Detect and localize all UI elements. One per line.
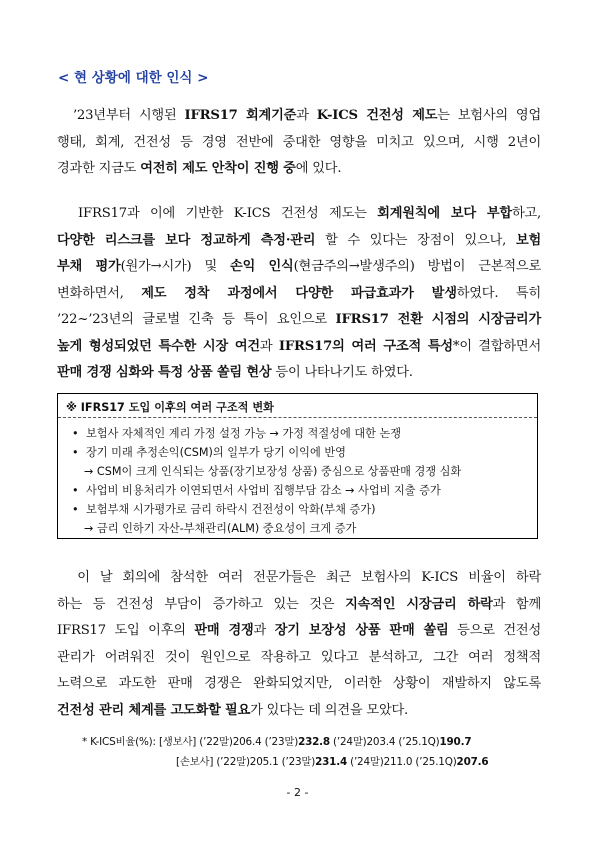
bullet-icon: • [72,446,79,459]
list-item-continuation: → 금리 인하기 자산-부채관리(ALM) 중요성이 크게 증가 [84,522,357,535]
list-item-continuation: → CSM이 크게 인식되는 상품(장기보장성 상품) 중심으로 상품판매 경쟁 심화 [84,465,462,478]
paragraph-line: 높게 형성되었던 특수한 시장 여건과 IFRS17의 여러 구조적 특성*이 결합하면서 [57,338,541,354]
paragraph-line: 관리가 어려워진 것이 원인으로 작용하고 있다고 분석하고, 그간 여러 정책적 [57,649,541,665]
box-list [72,424,529,538]
paragraph-intro [57,103,541,183]
list-item: • 보험부채 시가평가로 금리 하락시 건전성이 악화(부채 증가) [72,500,529,519]
bullet-icon: • [72,427,79,440]
box-title: ※ IFRS17 도입 이후의 여러 구조적 변화 [66,401,274,414]
paragraph-line: ’23년부터 시행된 IFRS17 회계기준과 K-ICS 건전성 제도는 보험사의 영업 [72,108,542,123]
paragraph-line: 건전성 관리 체계를 고도화할 필요가 있다는 데 의견을 모았다. [57,702,409,718]
paragraph-experts [57,565,541,724]
paragraph-line: IFRS17 도입 이후의 판매 경쟁과 장기 보장성 상품 판매 쏠림 등으로 건전성 [57,623,542,638]
paragraph-line: 노력으로 과도한 판매 경쟁은 완화되었지만, 이러한 상황이 재발하지 않도록 [57,676,541,691]
paragraph-line: 하는 등 건전성 부담이 증가하고 있는 것은 지속적인 시장금리 하락과 함께 [57,596,541,612]
list-item: • 보험사 자체적인 계리 가정 설정 가능 → 가정 적절성에 대한 논쟁 [72,424,529,443]
paragraph-line: ’22~’23년의 글로벌 긴축 등 특이 요인으로 IFRS17 전환 시점의 시장금리가 [57,312,542,327]
list-item: • 사업비 비용처리가 이연되면서 사업비 집행부담 감소 → 사업비 지출 증가 [72,481,529,500]
bullet-icon: • [72,503,79,516]
section-title: < 현 상황에 대한 인식 > [58,70,209,86]
paragraph-line: 부채 평가(원가→시가) 및 손익 인식(현금주의→발생주의) 방법이 근본적으로 [57,259,541,274]
paragraph-line: 경과한 지금도 여전히 제도 안착이 진행 중에 있다. [57,161,342,176]
paragraph-line: 다양한 리스크를 보다 정교하게 측정·관리 할 수 있다는 장점이 있으나, 보험 [57,232,542,248]
paragraph-line: 판매 경쟁 심화와 특정 상품 쏠림 현상 등이 나타나기도 하였다. [57,365,413,380]
paragraph-line: 이 날 회의에 참석한 여러 전문가들은 최근 보험사의 K-ICS 비율이 하락 [77,570,541,585]
list-item: • 장기 미래 추정손익(CSM)의 일부가 당기 이익에 반영 [72,443,529,462]
structural-changes-box [57,393,538,539]
box-divider [58,417,537,418]
footnote-nonlife-insurers: [손보사] (’22말)205.1 (’23말)231.4 (’24말)211.0 (’25.1Q)207.6 [176,756,489,768]
paragraph-line: 행태, 회계, 건전성 등 경영 전반에 중대한 영향을 미치고 있으며, 시행 2년이 [57,134,541,150]
bullet-icon: • [72,484,79,497]
paragraph-line: IFRS17과 이에 기반한 K-ICS 건전성 제도는 회계원칙에 보다 부합하고, [78,206,542,221]
paragraph-line: 변화하면서, 제도 정착 과정에서 다양한 파급효과가 발생하였다. 특히 [57,285,541,301]
page-number: - 2 - [286,786,309,799]
paragraph-ifrs17 [57,201,541,387]
footnote-life-insurers: * K-ICS비율(%): [생보사] (’22말)206.4 (’23말)232.8 (’24말)203.4 (’25.1Q)190.7 [82,736,472,748]
